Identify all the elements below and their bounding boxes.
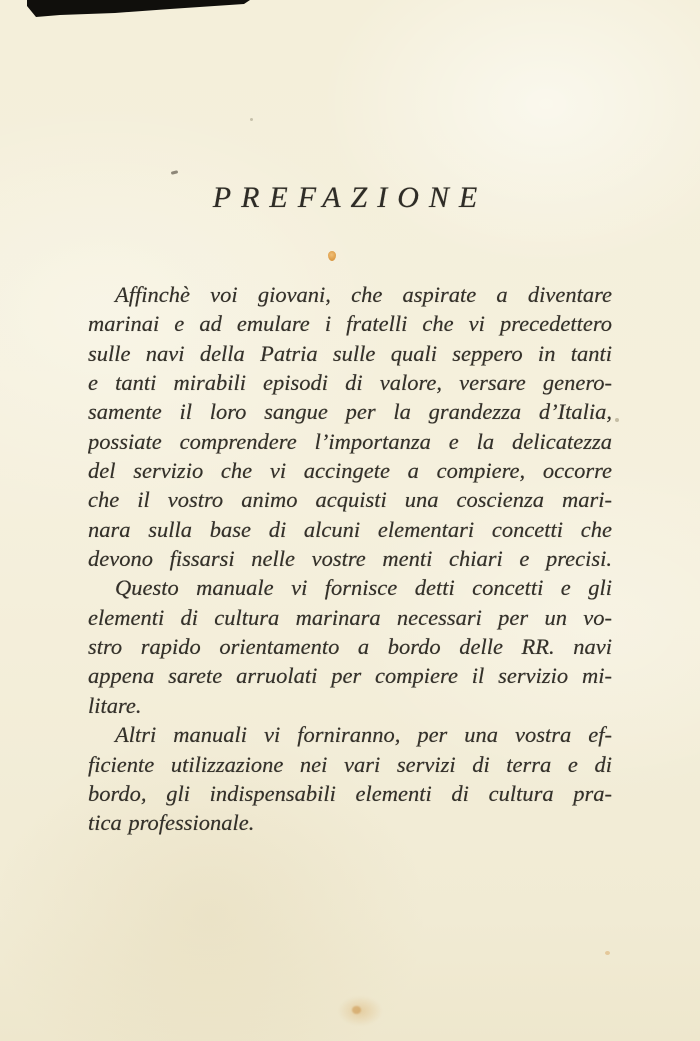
text-line: marinai e ad emulare i fratelli che vi precedettero bbox=[88, 311, 612, 337]
stain-dot bbox=[328, 251, 336, 261]
text-line: litare. bbox=[88, 692, 142, 718]
body-text bbox=[88, 280, 612, 838]
text-line: sulle navi della Patria sulle quali seppero in tanti bbox=[88, 340, 612, 366]
page-title: PREFAZIONE bbox=[212, 181, 488, 214]
text-line: nara sulla base di alcuni elementari concetti che bbox=[88, 516, 612, 542]
text-line: elementi di cultura marinara necessari per un vo- bbox=[88, 604, 612, 630]
paper-stain-core bbox=[352, 1006, 361, 1014]
text-line: che il vostro animo acquisti una coscienza mari- bbox=[88, 487, 612, 513]
paragraph bbox=[88, 720, 612, 837]
paper-speck bbox=[605, 951, 610, 955]
text-line: Altri manuali vi forniranno, per una vostra ef- bbox=[115, 722, 612, 748]
text-line: del servizio che vi accingete a compiere, occorre bbox=[88, 458, 612, 484]
text-line: bordo, gli indispensabili elementi di cultura pra- bbox=[88, 780, 612, 806]
text-line: appena sarete arruolati per compiere il servizio mi- bbox=[88, 663, 612, 689]
text-line: devono fissarsi nelle vostre menti chiari e precisi. bbox=[88, 546, 612, 572]
text-line: stro rapido orientamento a bordo delle RR. navi bbox=[88, 634, 612, 660]
text-line: Questo manuale vi fornisce detti concetti e gli bbox=[115, 575, 612, 601]
paper-speck bbox=[250, 118, 253, 121]
text-line: possiate comprendere l’importanza e la delicatezza bbox=[88, 428, 612, 454]
paragraph bbox=[88, 573, 612, 720]
text-line: ficiente utilizzazione nei vari servizi di terra e di bbox=[88, 751, 612, 777]
text-line: Affinchè voi giovani, che aspirate a diventare bbox=[115, 282, 612, 307]
ink-speck bbox=[171, 170, 179, 175]
text-line: samente il loro sangue per la grandezza d’Italia, bbox=[88, 399, 612, 425]
scanner-edge-artifact bbox=[0, 0, 260, 24]
text-line: e tanti mirabili episodi di valore, versare genero- bbox=[88, 370, 612, 396]
paragraph bbox=[88, 280, 612, 573]
text-line: tica professionale. bbox=[88, 810, 255, 836]
paper-speck bbox=[615, 418, 619, 422]
